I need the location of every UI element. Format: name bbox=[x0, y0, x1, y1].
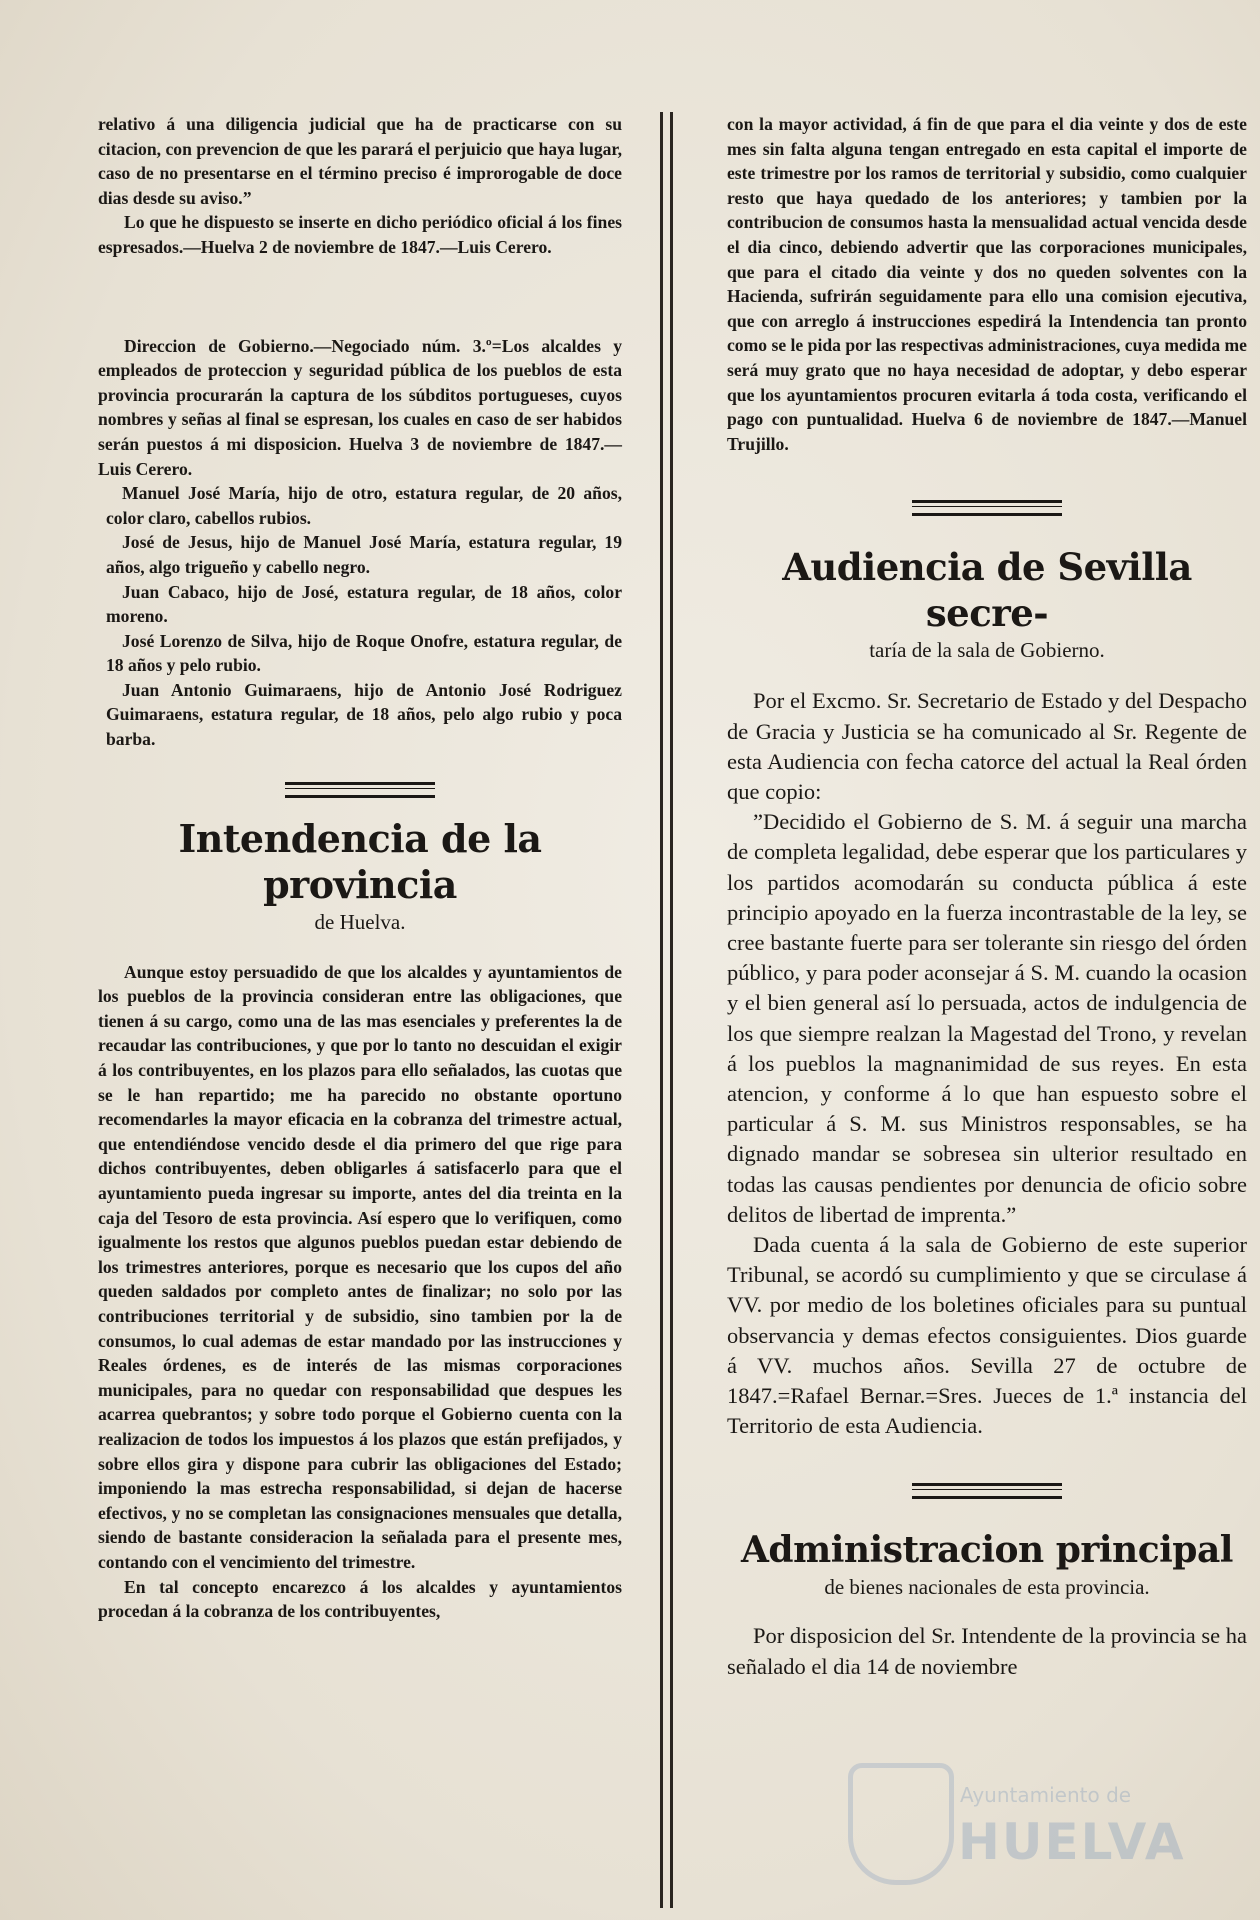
left-paragraph-5: En tal concepto encarezco á los alcaldes y ayuntamientos procedan á la cobranza de los contribuyentes, bbox=[98, 1576, 622, 1622]
right-paragraph-5: Por disposicion del Sr. Intendente de la provincia se ha señalado el dia 14 de noviembre bbox=[727, 1623, 1247, 1679]
section-heading: Intendencia de la provincia bbox=[178, 815, 542, 907]
fugitives-list bbox=[98, 481, 622, 752]
right-column bbox=[727, 112, 1247, 1682]
list-item: Juan Cabaco, hijo de José, estatura regular, de 18 años, color moreno. bbox=[106, 581, 622, 627]
right-paragraph-2: Por el Excmo. Sr. Secretario de Estado y del Despacho de Gracia y Justicia se ha comunicado al Sr. Regente de esta Audiencia con fecha catorce del actual la Real órden que copio: bbox=[727, 688, 1247, 804]
left-paragraph-3: Direccion de Gobierno.—Negociado núm. 3.º=Los alcaldes y empleados de proteccion y seguridad pública de los pueblos de esta provincia procurarán la captura de los súbditos portugueses, cuyos nombres y señas al final se espresan, los cuales en caso de ser habidos serán puestos á mi disposicion. Huelva 3 de noviembre de 1847.—Luis Cerero. bbox=[98, 335, 622, 479]
spacer bbox=[98, 260, 622, 334]
left-paragraph-1: relativo á una diligencia judicial que ha de practicarse con su citacion, con prevencion de que les parará el perjuicio que haya lugar, caso de no presentarse en el término preciso é improrogable de doce dias desde su aviso.” bbox=[98, 114, 622, 208]
section-heading: Audiencia de Sevilla secre- bbox=[782, 545, 1192, 636]
watermark-text: HUELVA bbox=[958, 1813, 1186, 1871]
column-divider bbox=[670, 112, 673, 1908]
list-item: Manuel José María, hijo de otro, estatura regular, de 20 años, color claro, cabellos rubios. bbox=[106, 483, 622, 528]
section-subheading: de Huelva. bbox=[314, 909, 406, 934]
right-paragraph-4: Dada cuenta á la sala de Gobierno de este superior Tribunal, se acordó su cumplimiento y que se circulase á VV. por medio de los boletines oficiales para su puntual observancia y demas efectos consiguientes. Dios guarde á VV. muchos años. Sevilla 27 de octubre de 1847.=Rafael Bernar.=Sres. Jueces de 1.ª instancia del Territorio de esta Audiencia. bbox=[727, 1231, 1247, 1439]
left-paragraph-2: Lo que he dispuesto se inserte en dicho periódico oficial á los fines espresados.—Huelva 2 de noviembre de 1847.—Luis Cerero. bbox=[98, 212, 622, 257]
list-item: José de Jesus, hijo de Manuel José María, estatura regular, 19 años, algo trigueño y cabello negro. bbox=[106, 532, 622, 577]
shield-icon bbox=[848, 1763, 954, 1885]
left-column bbox=[98, 112, 622, 1624]
section-subheading: taría de la sala de Gobierno. bbox=[869, 638, 1105, 663]
ornament-rule bbox=[912, 1483, 1062, 1499]
left-paragraph-4: Aunque estoy persuadido de que los alcaldes y ayuntamientos de los pueblos de la provincia consideran entre las obligaciones, que tienen á su cargo, como una de las mas esenciales y preferentes la de recaudar las contribuciones, y que por lo tanto no descuidan el exigir á los contribuyentes, en los plazos para ello señalados, las cuotas que se le han repartido; me ha parecido no obstante oportuno recomendarles la mayor eficacia en la cobranza del trimestre actual, que entendiéndose vencido desde el dia primero del que rige para dichos contribuyentes, deben obligarles á satisfacerlo para que el ayuntamiento pueda ingresar su importe, antes del dia treinta en la caja del Tesoro de esta provincia. Así espero que lo verifiquen, como igualmente los restos que algunos pueblos puedan estar debiendo de los trimestres anteriores, porque es necesario que los cupos del año queden saldados por completo antes de finalizar; no solo por las contribuciones territorial y de subsidio, sino tambien por la de consumos, lo cual ademas de estar mandado por las instrucciones y Reales órdenes, es de interés de las mismas corporaciones municipales, para no quedar con responsabilidad que despues les acarrea quebrantos; y sobre todo porque el Gobierno cuenta con la realizacion de todos los impuestos á los plazos que están prefijados, y sobre ellos gira y dispone para cubrir las obligaciones del Estado; imponiendo la mas estrecha responsabilidad, si dejan de hacerse efectivos, y no se completan las consignaciones mensuales que detalla, siendo de bastante consideracion la señalada para el presente mes, contando con el vencimiento del trimestre. bbox=[98, 961, 622, 1572]
archive-watermark bbox=[848, 1755, 1186, 1895]
right-paragraph-1: con la mayor actividad, á fin de que para el dia veinte y dos de este mes sin falta alguna tengan entregado en esta capital el importe de este trimestre por los ramos de territorial y subsidio, como cualquier resto que haya quedado de los anteriores; y tambien por la contribucion de consumos hasta la mensualidad actual vencida desde el dia cinco, debiendo advertir que las corporaciones municipales, que para el citado dia veinte y dos no queden solventes con la Hacienda, sufrirán seguidamente para ello una comision ejecutiva, que con arreglo á instrucciones espedirá la Intendencia tan pronto como se le pida por las respectivas administraciones, cuya medida me será muy grato que no haya necesidad de adoptar, y debo esperar que los ayuntamientos procuren evitarla á toda costa, verificando el pago con puntualidad. Huelva 6 de noviembre de 1847.—Manuel Trujillo. bbox=[727, 114, 1247, 454]
section-subheading: de bienes nacionales de esta provincia. bbox=[824, 1575, 1150, 1600]
ornament-rule bbox=[285, 782, 435, 798]
ornament-rule bbox=[912, 500, 1062, 516]
watermark-subtitle: Ayuntamiento de bbox=[960, 1783, 1132, 1807]
list-item: Juan Antonio Guimaraens, hijo de Antonio José Rodriguez Guimaraens, estatura regular, de 18 años, pelo algo rubio y poca barba. bbox=[106, 679, 622, 750]
column-divider bbox=[660, 112, 663, 1908]
right-paragraph-3: ”Decidido el Gobierno de S. M. á seguir una marcha de completa legalidad, debe esperar que los particulares y los partidos acomodarán su conducta pública á este principio apoyado en la fuerza incontrastable de la ley, se cree bastante fuerte para ser tolerante sin riesgo del órden público, y para poder aconsejar á S. M. cuando la ocasion y el bien general así lo persuada, actos de indulgencia de los que siempre realzan la Magestad del Trono, y revelan á los pueblos la magnanimidad de sus reyes. En esta atencion, y conforme á lo que han espuesto sobre el particular á S. M. sus Ministros responsables, se ha dignado mandar se sobresea sin ulterior resultado en todas las causas pendientes por denuncia de oficio sobre delitos de libertad de imprenta.” bbox=[727, 809, 1247, 1227]
section-heading: Administracion principal bbox=[741, 1529, 1233, 1572]
list-item: José Lorenzo de Silva, hijo de Roque Onofre, estatura regular, de 18 años y pelo rubio. bbox=[106, 630, 622, 676]
